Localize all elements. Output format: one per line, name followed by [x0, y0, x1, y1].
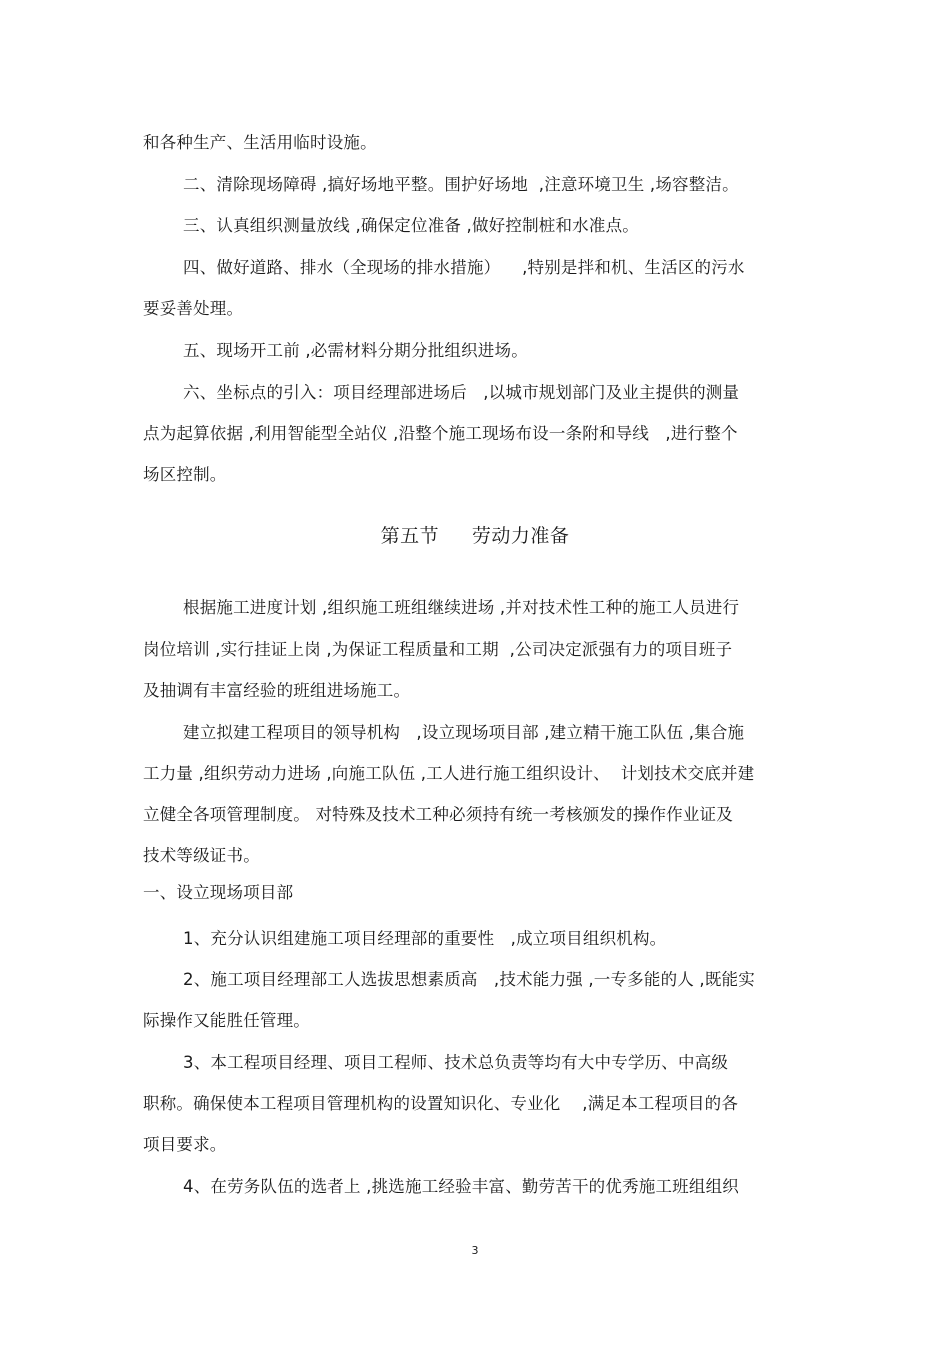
- text-line: 技术等级证书。: [143, 846, 260, 865]
- subheading: 一、设立现场项目部: [143, 883, 294, 902]
- text-line: 三、认真组织测量放线 ,确保定位准备 ,做好控制桩和水准点。: [183, 216, 639, 235]
- text-line: 要妥善处理。: [143, 299, 244, 318]
- text-line: 四、做好道路、排水（全现场的排水措施） ,特别是拌和机、生活区的污水: [183, 258, 745, 277]
- text-line: 4、在劳务队伍的选者上 ,挑选施工经验丰富、勤劳苦干的优秀施工班组组织: [183, 1177, 739, 1196]
- text-line: 1、充分认识组建施工项目经理部的重要性 ,成立项目组织机构。: [183, 929, 667, 948]
- text-line: 际操作又能胜任管理。: [143, 1011, 310, 1030]
- text-line: 及抽调有丰富经验的班组进场施工。: [143, 681, 411, 700]
- text-line: 工力量 ,组织劳动力进场 ,向施工队伍 ,工人进行施工组织设计、 计划技术交底并建: [143, 764, 755, 783]
- text-line: 项目要求。: [143, 1135, 227, 1154]
- text-line: 六、坐标点的引入：项目经理部进场后 ,以城市规划部门及业主提供的测量: [183, 383, 740, 402]
- page-number: 3: [471, 1244, 479, 1257]
- text-line: 五、现场开工前 ,必需材料分期分批组织进场。: [183, 341, 528, 360]
- text-line: 3、本工程项目经理、项目工程师、技术总负责等均有大中专学历、中高级: [183, 1053, 729, 1072]
- text-line: 建立拟建工程项目的领导机构 ,设立现场项目部 ,建立精干施工队伍 ,集合施: [183, 723, 745, 742]
- text-line: 职称。确保使本工程项目管理机构的设置知识化、专业化 ,满足本工程项目的各: [143, 1094, 739, 1113]
- text-line: 场区控制。: [143, 465, 227, 484]
- text-line: 点为起算依据 ,利用智能型全站仪 ,沿整个施工现场布设一条附和导线 ,进行整个: [143, 424, 738, 443]
- text-line: 二、清除现场障碍 ,搞好场地平整。围护好场地 ,注意环境卫生 ,场容整洁。: [183, 175, 739, 194]
- text-line: 根据施工进度计划 ,组织施工班组继续进场 ,并对技术性工种的施工人员进行: [183, 598, 740, 617]
- text-line: 和各种生产、生活用临时设施。: [143, 133, 377, 152]
- text-line: 2、施工项目经理部工人选拔思想素质高 ,技术能力强 ,一专多能的人 ,既能实: [183, 970, 755, 989]
- text-line: 立健全各项管理制度。 对特殊及技术工种必须持有统一考核颁发的操作作业证及: [143, 805, 733, 824]
- section-heading: 第五节 劳动力准备: [380, 525, 570, 547]
- text-line: 岗位培训 ,实行挂证上岗 ,为保证工程质量和工期 ,公司决定派强有力的项目班子: [143, 640, 733, 659]
